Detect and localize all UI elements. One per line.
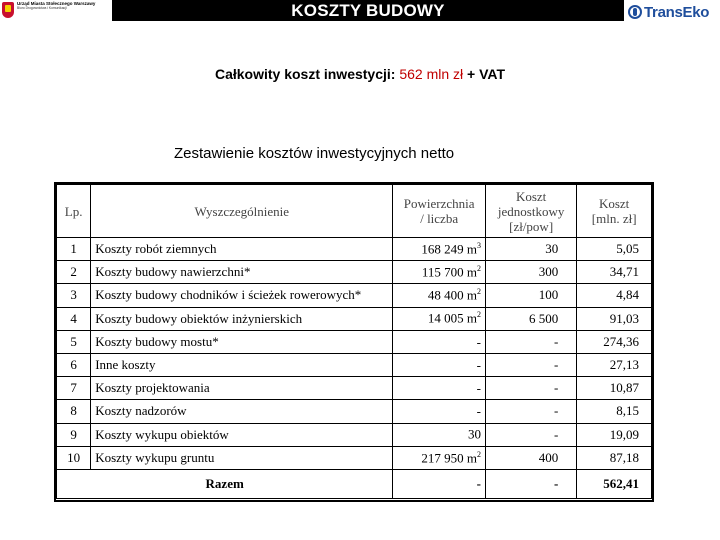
cell-lp: 6 [57, 353, 91, 376]
cell-lp: 8 [57, 400, 91, 423]
cell-lp: 10 [57, 446, 91, 469]
transeko-logo [628, 2, 720, 22]
table-header-row [57, 185, 652, 238]
cell-area [393, 307, 486, 330]
cell-unit-cost: 400 [485, 446, 576, 469]
cell-unit-cost: 6 500 [485, 307, 576, 330]
header-desc: Wyszczególnienie [91, 185, 393, 238]
cell-lp: 7 [57, 377, 91, 400]
cell-cost: 5,05 [577, 238, 652, 261]
cell-cost: 34,71 [577, 261, 652, 284]
cell-cost: 8,15 [577, 400, 652, 423]
cell-area [393, 377, 486, 400]
warsaw-crest-icon [2, 2, 14, 18]
cell-cost: 19,09 [577, 423, 652, 446]
cost-table-frame [54, 182, 654, 502]
table-row [57, 423, 652, 446]
table-row [57, 353, 652, 376]
cell-unit-cost: - [485, 377, 576, 400]
cell-desc: Koszty nadzorów [91, 400, 393, 423]
cell-cost: 4,84 [577, 284, 652, 307]
table-row [57, 377, 652, 400]
total-cost-line [0, 66, 720, 82]
cell-unit-cost: - [485, 330, 576, 353]
cell-area-unit-sup: 2 [476, 264, 481, 274]
cell-area [393, 238, 486, 261]
total-area: - [393, 469, 486, 498]
title-box [112, 0, 624, 21]
header-area-line2: / liczba [420, 211, 459, 226]
table-row [57, 261, 652, 284]
total-unit-cost: - [485, 469, 576, 498]
cell-area-unit-sup: 2 [476, 449, 481, 459]
cell-desc: Koszty budowy chodników i ścieżek rowerowych* [91, 284, 393, 307]
table-subtitle: Zestawienie kosztów inwestycyjnych netto [174, 145, 455, 162]
cell-desc: Koszty budowy mostu* [91, 330, 393, 353]
warsaw-logo-text [17, 1, 95, 10]
cell-area-value: - [476, 403, 481, 419]
table-row [57, 284, 652, 307]
cell-lp: 4 [57, 307, 91, 330]
cell-area-unit-sup: 2 [476, 287, 481, 297]
cell-desc: Koszty budowy obiektów inżynierskich [91, 307, 393, 330]
cell-lp: 9 [57, 423, 91, 446]
cell-desc: Koszty wykupu obiektów [91, 423, 393, 446]
cell-area [393, 353, 486, 376]
transeko-logo-icon [628, 5, 642, 19]
header-cost [577, 185, 652, 238]
cell-cost: 27,13 [577, 353, 652, 376]
cell-area-value: 14 005 m [427, 310, 477, 326]
total-cost-label: Całkowity koszt inwestycji: [214, 66, 400, 82]
cell-cost: 87,18 [577, 446, 652, 469]
table-row [57, 307, 652, 330]
cell-lp: 3 [57, 284, 91, 307]
cell-cost: 91,03 [577, 307, 652, 330]
table-row [57, 330, 652, 353]
logo-line-1: Urząd Miasta Stołecznego Warszawy [17, 1, 96, 6]
cell-area-value: 48 400 m [427, 287, 477, 303]
header-unit-cost [485, 185, 576, 238]
cell-area [393, 400, 486, 423]
cell-area-value: 30 [467, 426, 481, 442]
cell-area-value: - [476, 380, 481, 396]
cell-area-value: 115 700 m [421, 264, 477, 280]
total-label: Razem [57, 469, 393, 498]
header-lp: Lp. [57, 185, 91, 238]
table-row [57, 238, 652, 261]
total-cost-value: 562 mln zł [399, 66, 464, 82]
logo-line-2: Biuro Drogownictwa i Komunikacji [17, 6, 67, 10]
header-area [393, 185, 486, 238]
header-bar [0, 0, 720, 22]
cell-lp: 2 [57, 261, 91, 284]
cell-cost: 10,87 [577, 377, 652, 400]
cell-unit-cost: - [485, 400, 576, 423]
cell-cost: 274,36 [577, 330, 652, 353]
cell-unit-cost: 30 [485, 238, 576, 261]
header-unit-line2: jednostkowy [497, 203, 565, 219]
header-cost-line2: [mln. zł] [591, 211, 637, 226]
cell-area-unit-sup: 3 [476, 240, 481, 250]
cell-unit-cost: - [485, 423, 576, 446]
transeko-logo-text: TransEko [644, 3, 710, 21]
warsaw-logo [0, 0, 110, 21]
cell-desc: Koszty budowy nawierzchni* [91, 261, 393, 284]
header-area-line1: Powierzchnia [403, 196, 475, 211]
cell-unit-cost: 100 [485, 284, 576, 307]
cell-area-value: 217 950 m [421, 449, 477, 465]
header-unit-line1: Koszt [515, 188, 547, 204]
cell-unit-cost: - [485, 353, 576, 376]
cell-area [393, 330, 486, 353]
cell-area-unit-sup: 2 [476, 310, 481, 320]
cell-desc: Koszty projektowania [91, 377, 393, 400]
cell-lp: 1 [57, 238, 91, 261]
cell-area [393, 261, 486, 284]
table-total-row [57, 469, 652, 498]
cell-unit-cost: 300 [485, 261, 576, 284]
cell-lp: 5 [57, 330, 91, 353]
total-cost: 562,41 [577, 469, 652, 498]
table-row [57, 400, 652, 423]
cell-area-value: - [476, 334, 481, 349]
header-cost-line1: Koszt [598, 196, 630, 211]
cost-table [56, 184, 652, 499]
cell-area [393, 284, 486, 307]
cell-desc: Koszty robót ziemnych [91, 238, 393, 261]
cell-area-value: 168 249 m [421, 241, 477, 257]
cell-desc: Inne koszty [91, 353, 393, 376]
cell-area-value: - [476, 357, 481, 373]
page-title: KOSZTY BUDOWY [291, 0, 445, 20]
table-row [57, 446, 652, 469]
cell-desc: Koszty wykupu gruntu [91, 446, 393, 469]
header-unit-line3: [zł/pow] [509, 218, 554, 234]
cell-area [393, 446, 486, 469]
total-cost-suffix: + VAT [463, 66, 506, 82]
cell-area [393, 423, 486, 446]
